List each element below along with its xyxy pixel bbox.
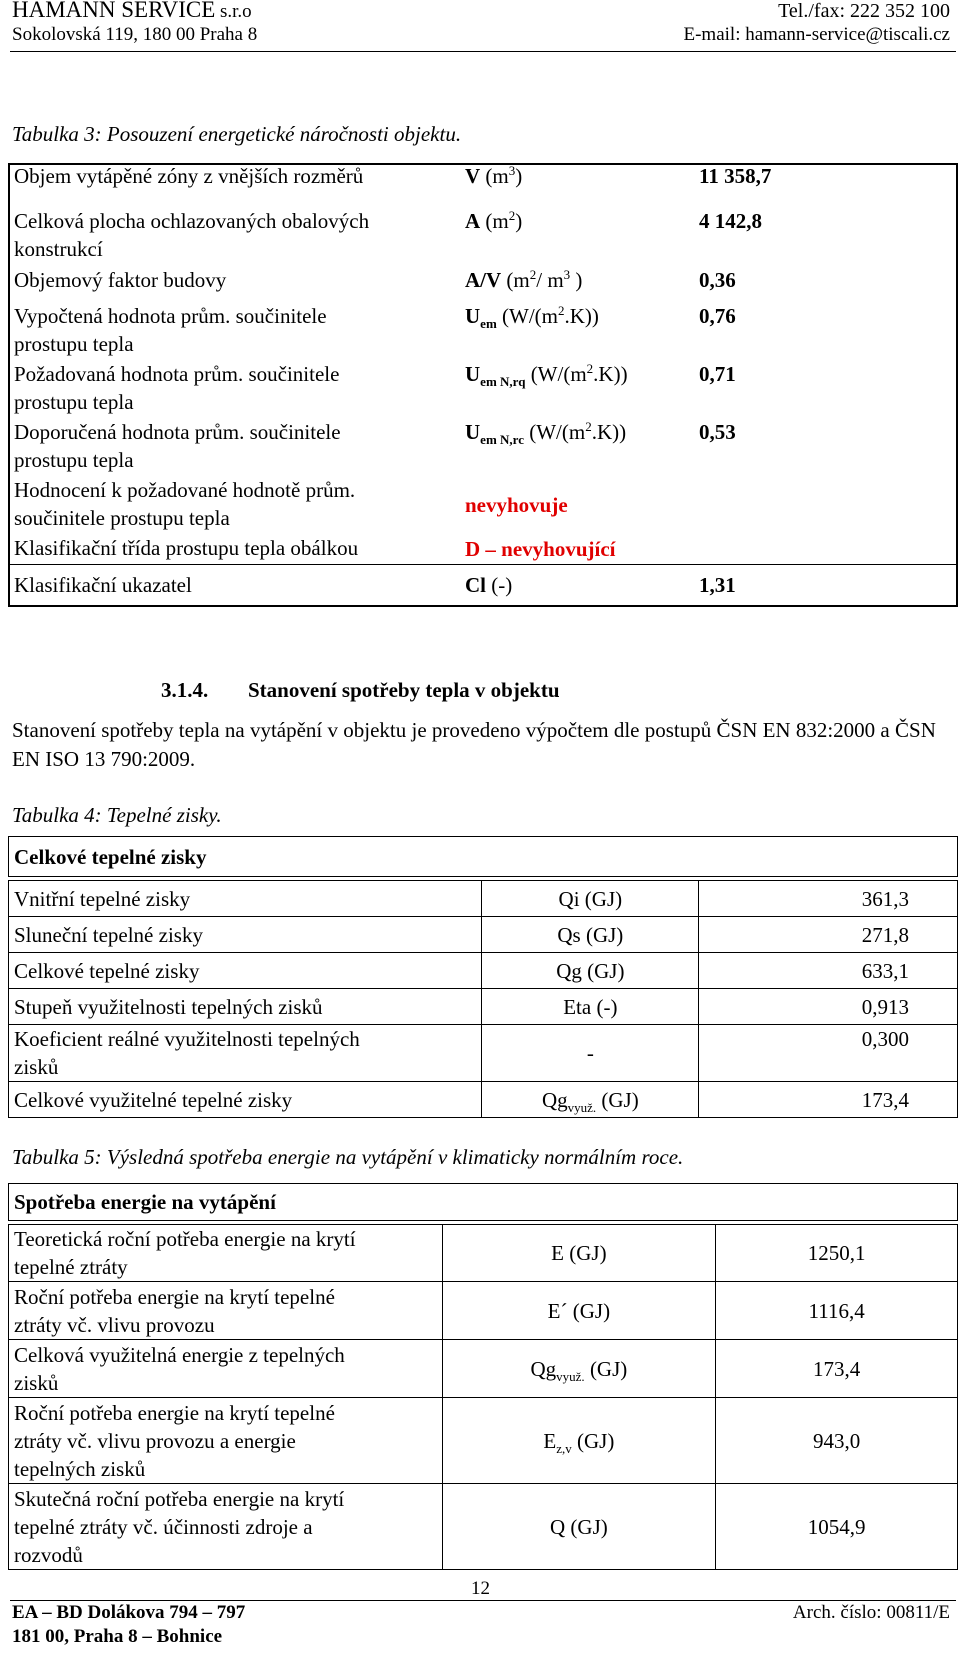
table3-caption: Tabulka 3: Posouzení energetické náročnosti objektu. [12, 122, 462, 146]
table3-label: konstrukcí [14, 237, 103, 261]
row-label: Roční potřeba energie na krytí tepelné ztráty vč. vlivu provozu [9, 1282, 443, 1340]
page-number: 12 [471, 1578, 490, 1599]
table4 [8, 836, 958, 1118]
table-row [9, 1282, 958, 1340]
table3-unit: $U_{em N,rc}$ $(W/(m^2.K))$ [465, 419, 627, 448]
table3-value: 1,31 [699, 573, 736, 597]
row-unit: $E_{z,v}$ (GJ) [442, 1398, 716, 1484]
table3-label: Požadovaná hodnota prům. součinitele [14, 362, 340, 386]
table3-divider [8, 564, 958, 565]
row-label: Stupeň využitelnosti tepelných zisků [9, 989, 482, 1025]
table-row [9, 1398, 958, 1484]
table-row [9, 881, 958, 917]
table3-label: Hodnocení k požadované hodnotě prům. [14, 478, 356, 502]
row-unit: E´ (GJ) [442, 1282, 716, 1340]
table-row [9, 1225, 958, 1282]
table3-label: Vypočtená hodnota prům. součinitele [14, 304, 327, 328]
table-row [9, 1340, 958, 1398]
row-value: 0,913 [699, 989, 958, 1025]
classification-class: D – nevyhovující [465, 537, 616, 561]
row-unit: $Qg_{využ.}$ (GJ) [442, 1340, 716, 1398]
table3-label: součinitele prostupu tepla [14, 506, 230, 530]
row-label: Skutečná roční potřeba energie na krytí tepelné ztráty vč. účinnosti zdroje a rozvodů [9, 1484, 443, 1570]
assessment-result: nevyhovuje [465, 493, 568, 517]
row-label: Vnitřní tepelné zisky [9, 881, 482, 917]
table3-value: 0,53 [699, 420, 736, 444]
section-number: 3.1.4. [161, 678, 209, 702]
row-value: 1250,1 [716, 1225, 958, 1282]
table5-header: Spotřeba energie na vytápění [9, 1184, 958, 1221]
table3-unit: $U_{em N,rq}$ $(W/(m^2.K))$ [465, 361, 628, 390]
table3-label: Klasifikační třída prostupu tepla obálkou [14, 536, 359, 560]
table3-unit: Cl (-) [465, 573, 513, 597]
table3-label: prostupu tepla [14, 448, 134, 472]
table3-label: Doporučená hodnota prům. součinitele [14, 420, 341, 444]
table3-value: 0,36 [699, 268, 736, 292]
row-value: 271,8 [699, 917, 958, 953]
row-value: 943,0 [716, 1398, 958, 1484]
footer-place: 181 00, Praha 8 – Bohnice [12, 1626, 223, 1647]
table3-value: 4 142,8 [699, 209, 762, 233]
row-value: 173,4 [699, 1082, 958, 1118]
company-address: Sokolovská 119, 180 00 Praha 8 [12, 24, 258, 45]
row-value: 0,300 [699, 1025, 958, 1082]
table-row [9, 1025, 958, 1082]
table5 [8, 1183, 958, 1570]
table3-label: Objemový faktor budovy [14, 268, 227, 292]
table3-unit: A/V ($m^2/$ $m^3$ ) [465, 267, 583, 292]
table3-label: Objem vytápěné zóny z vnějších rozměrů [14, 164, 364, 188]
row-label: Celkové tepelné zisky [9, 953, 482, 989]
table3-label: Klasifikační ukazatel [14, 573, 192, 597]
company-name: HAMANN SERVICE s.r.o [12, 0, 252, 22]
table3-label: Celková plocha ochlazovaných obalových [14, 209, 370, 233]
row-label: Celkové využitelné tepelné zisky [9, 1082, 482, 1118]
footer-archive-number: Arch. číslo: 00811/E [792, 1602, 950, 1623]
table4-caption: Tabulka 4: Tepelné zisky. [12, 803, 222, 827]
table3-unit: $U_{em}$ $(W/(m^2.K))$ [465, 303, 599, 332]
row-label: Roční potřeba energie na krytí tepelné ztráty vč. vlivu provozu a energie tepelných zisků [9, 1398, 443, 1484]
row-label: Koeficient reálné využitelnosti tepelných zisků [9, 1025, 482, 1082]
row-unit: Qi (GJ) [482, 881, 699, 917]
table-row [9, 989, 958, 1025]
row-unit: Q (GJ) [442, 1484, 716, 1570]
footer-project: EA – BD Dolákova 794 – 797 [12, 1602, 246, 1623]
table3-value: 0,71 [699, 362, 736, 386]
row-label: Teoretická roční potřeba energie na krytí tepelné ztráty [9, 1225, 443, 1282]
company-phone: Tel./fax: 222 352 100 [778, 0, 950, 22]
header-divider [10, 51, 956, 52]
table3-value: 11 358,7 [699, 164, 772, 188]
table-row [9, 1082, 958, 1118]
row-unit: Qs (GJ) [482, 917, 699, 953]
row-value: 1116,4 [716, 1282, 958, 1340]
row-value: 633,1 [699, 953, 958, 989]
row-unit: E (GJ) [442, 1225, 716, 1282]
table3-label: prostupu tepla [14, 332, 134, 356]
table-row [9, 953, 958, 989]
table3-unit: A $(m^2)$ [465, 208, 523, 233]
table3-unit: V $(m^3)$ [465, 163, 523, 188]
row-value: 173,4 [716, 1340, 958, 1398]
table-row [9, 917, 958, 953]
row-unit: - [482, 1025, 699, 1082]
table-row [9, 1484, 958, 1570]
row-label: Sluneční tepelné zisky [9, 917, 482, 953]
table3-value: 0,76 [699, 304, 736, 328]
row-unit: Eta (-) [482, 989, 699, 1025]
row-label: Celková využitelná energie z tepelných zisků [9, 1340, 443, 1398]
row-value: 361,3 [699, 881, 958, 917]
table5-caption: Tabulka 5: Výsledná spotřeba energie na vytápění v klimaticky normálním roce. [12, 1145, 684, 1169]
company-email: E-mail: hamann-service@tiscali.cz [683, 24, 950, 45]
row-unit: Qg (GJ) [482, 953, 699, 989]
table3-label: prostupu tepla [14, 390, 134, 414]
section-title: Stanovení spotřeby tepla v objektu [248, 678, 560, 702]
section-paragraph: Stanovení spotřeby tepla na vytápění v objektu je provedeno výpočtem dle postupů ČSN EN 832:2000 a ČSN EN ISO 13 790:2009. [12, 718, 936, 771]
row-unit: $Qg_{využ.}$ (GJ) [482, 1082, 699, 1118]
table4-header: Celkové tepelné zisky [9, 837, 958, 877]
row-value: 1054,9 [716, 1484, 958, 1570]
